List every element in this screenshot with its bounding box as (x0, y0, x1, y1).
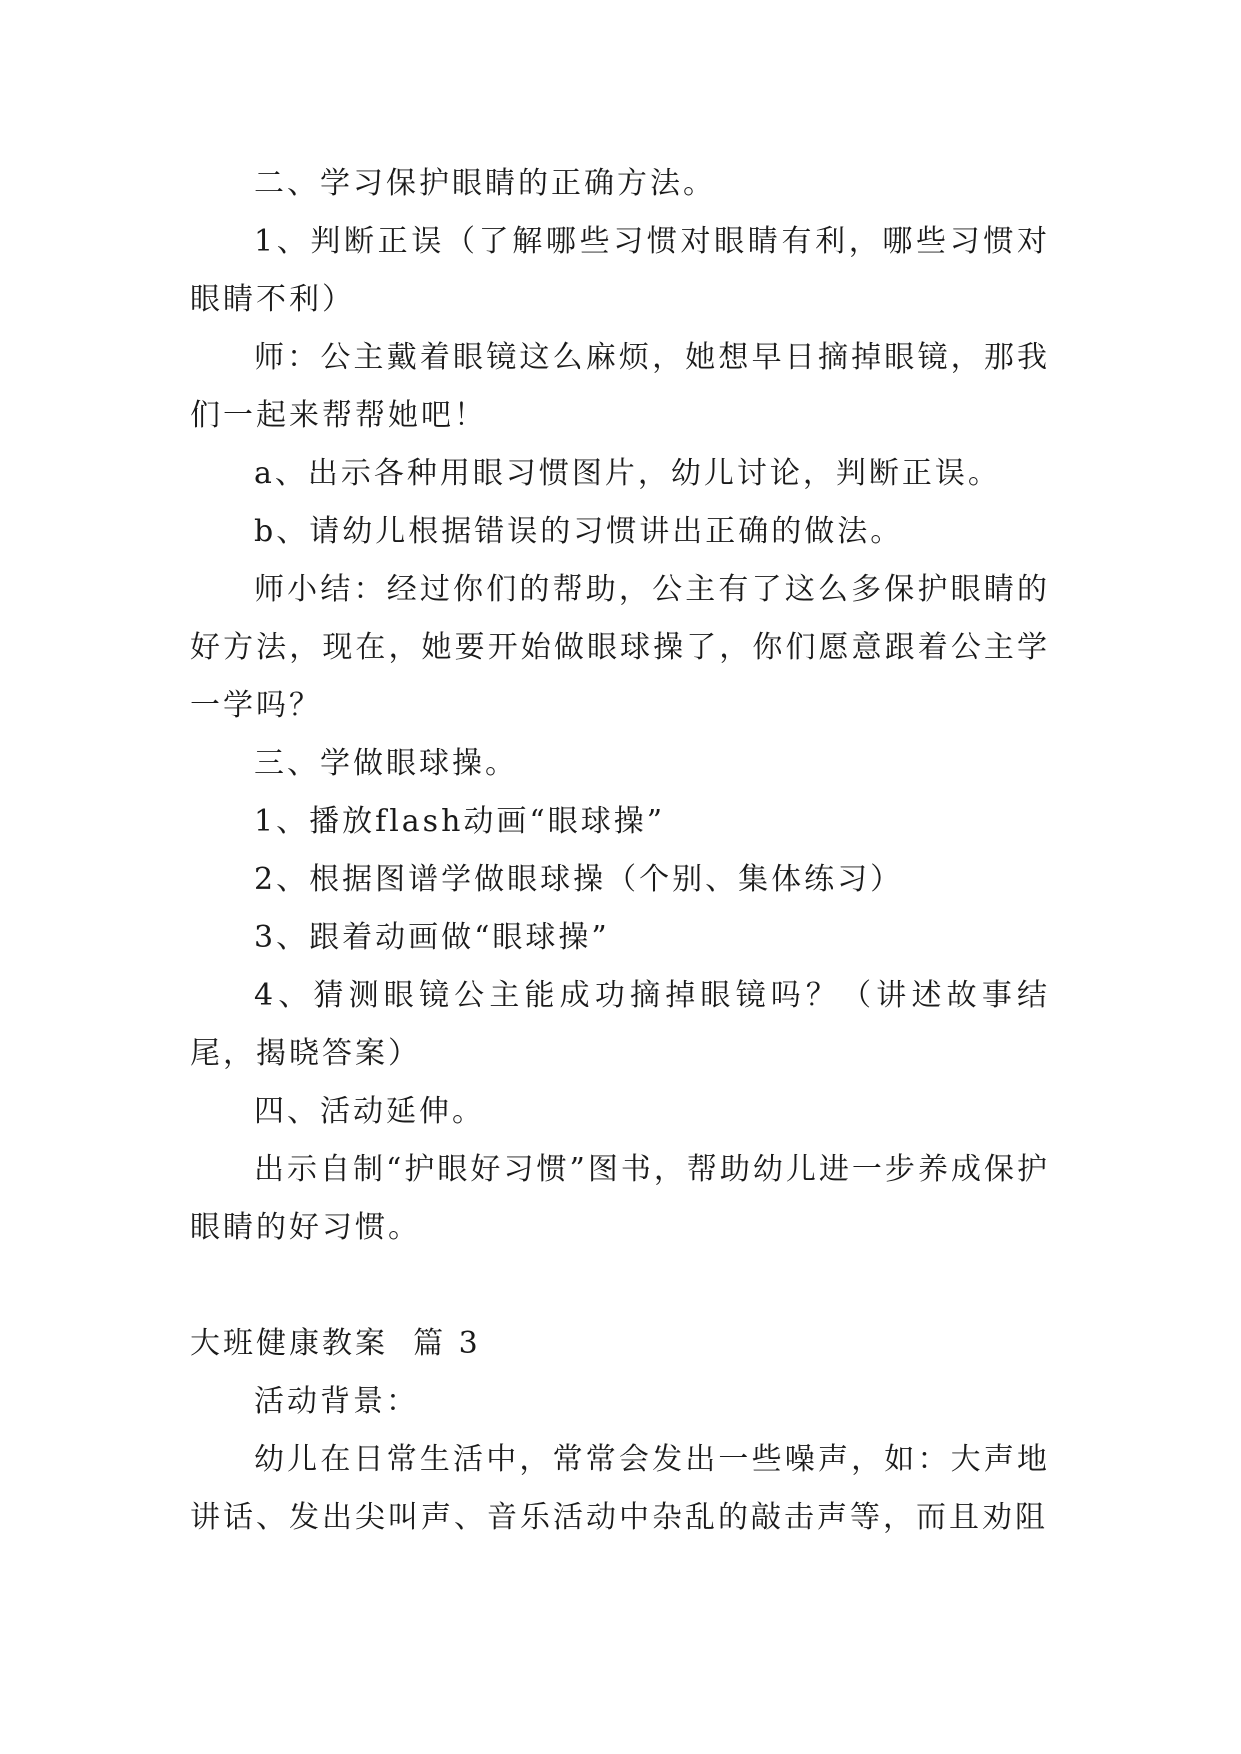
paragraph-step-b: b、请幼儿根据错误的习惯讲出正确的做法。 (254, 514, 904, 549)
paragraph-guess-ending: 4、猜测眼镜公主能成功摘掉眼镜吗？（讲述故事结尾，揭晓答案） (190, 978, 1050, 1071)
section-heading: 大班健康教案 篇 3 (190, 1326, 481, 1361)
paragraph-play-flash: 1、播放flash动画“眼球操” (254, 804, 666, 839)
paragraph-follow-animation: 3、跟着动画做“眼球操” (254, 920, 610, 955)
paragraph-teacher-intro: 师：公主戴着眼镜这么麻烦，她想早日摘掉眼镜，那我们一起来帮帮她吧！ (190, 340, 1050, 433)
paragraph-extension-activity: 出示自制“护眼好习惯”图书，帮助幼儿进一步养成保护眼睛的好习惯。 (190, 1152, 1050, 1245)
paragraph-judge-right-wrong: 1、判断正误（了解哪些习惯对眼睛有利，哪些习惯对眼睛不利） (190, 224, 1050, 317)
paragraph-section-three-title: 三、学做眼球操。 (254, 746, 518, 781)
paragraph-activity-background-text: 幼儿在日常生活中，常常会发出一些噪声，如：大声地讲话、发出尖叫声、音乐活动中杂乱的敲击声等，而且劝阻 (190, 1442, 1050, 1535)
paragraph-learn-by-chart: 2、根据图谱学做眼球操（个别、集体练习） (254, 862, 904, 897)
paragraph-section-four-title: 四、活动延伸。 (254, 1094, 485, 1129)
paragraph-activity-background-label: 活动背景： (254, 1384, 419, 1419)
paragraph-teacher-summary: 师小结：经过你们的帮助，公主有了这么多保护眼睛的好方法，现在，她要开始做眼球操了，你们愿意跟着公主学一学吗？ (190, 572, 1050, 723)
paragraph-section-two-title: 二、学习保护眼睛的正确方法。 (254, 166, 716, 201)
paragraph-step-a: a、出示各种用眼习惯图片，幼儿讨论，判断正误。 (254, 456, 1001, 491)
